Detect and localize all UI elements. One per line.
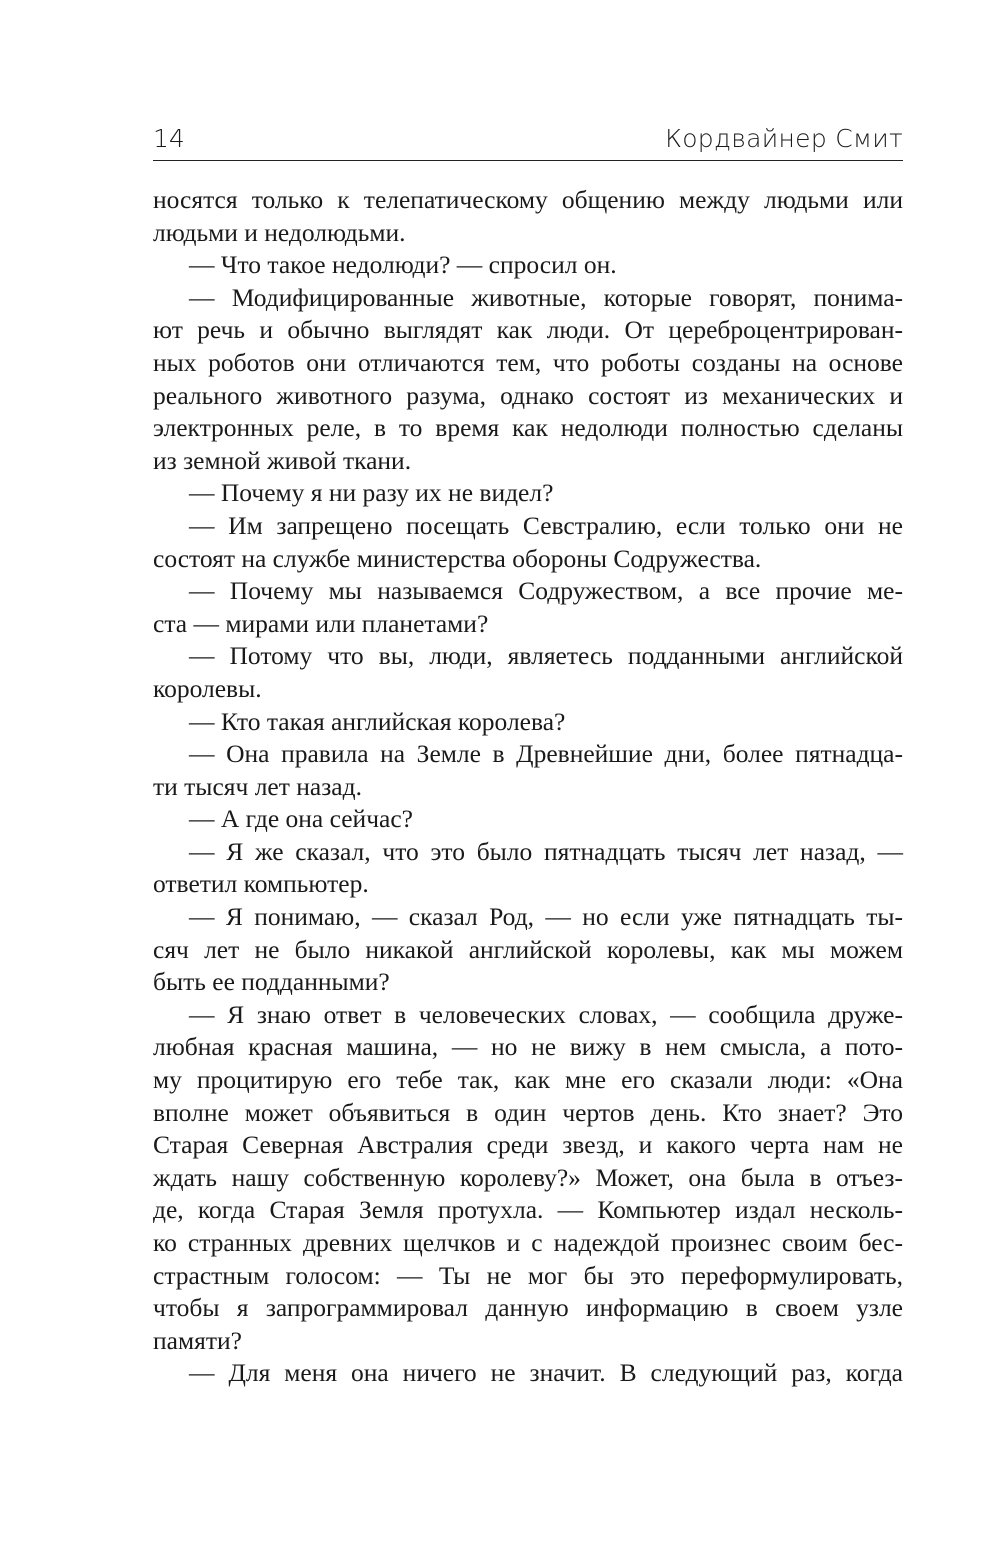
paragraph	[153, 640, 903, 705]
text-line: страстным голосом: — Ты не мог бы это переформулировать,	[153, 1260, 903, 1290]
paragraph	[153, 249, 903, 282]
text-line: де, когда Старая Земля протухла. — Компьютер издал несколь-	[153, 1195, 903, 1225]
text-line: — Она правила на Земле в Древнейшие дни, более пятнадца-	[189, 739, 903, 769]
text-line: состоят на службе министерства обороны Содружества.	[153, 543, 762, 573]
text-line: — Что такое недолюди? — спросил он.	[189, 250, 617, 280]
text-line: королевы.	[153, 673, 262, 703]
text-line: ждать нашу собственную королеву?» Может, она была в отъез-	[153, 1162, 903, 1192]
text-line: сяч лет не было никакой английской королевы, как мы можем	[153, 934, 903, 964]
text-line: — Почему мы называемся Содружеством, а все прочие ме-	[189, 576, 903, 606]
paragraph	[153, 999, 903, 1358]
text-line: ных роботов они отличаются тем, что роботы созданы на основе	[153, 347, 903, 377]
paragraph	[153, 738, 903, 803]
text-line: — Почему я ни разу их не видел?	[189, 478, 554, 508]
paragraph	[153, 184, 903, 249]
text-line: — Кто такая английская королева?	[189, 706, 566, 736]
paragraph	[153, 575, 903, 640]
text-line: людьми и недолюдьми.	[153, 217, 406, 247]
text-line: быть ее подданными?	[153, 967, 390, 997]
text-line: ко странных древних щелчков и с надеждой произнес своим бес-	[153, 1228, 903, 1257]
paragraph	[153, 1357, 903, 1390]
text-line: ют речь и обычно выглядят как люди. От цереброцентрирован-	[153, 315, 903, 345]
text-line: реального животного разума, однако состоят из механических и	[153, 380, 903, 410]
paragraph	[153, 510, 903, 575]
paragraph	[153, 803, 903, 836]
author-name: Кордвайнер Смит	[665, 124, 903, 153]
text-line: — Модифицированные животные, которые говорят, понима-	[189, 282, 903, 312]
page-body-text	[153, 184, 903, 1390]
text-line: — Я знаю ответ в человеческих словах, — сообщила друже-	[189, 999, 903, 1029]
page-number: 14	[153, 124, 185, 153]
text-line: ответил компьютер.	[153, 869, 369, 899]
text-line: носятся только к телепатическому общению между людьми или	[153, 185, 903, 214]
paragraph	[153, 282, 903, 478]
text-line: — Для меня она ничего не значит. В следующий раз, когда	[189, 1358, 903, 1388]
text-line: — Им запрещено посещать Севстралию, если только они не	[189, 510, 903, 540]
text-line: вполне может объявиться в один чертов день. Кто знает? Это	[153, 1097, 903, 1127]
paragraph	[153, 706, 903, 739]
text-line: чтобы я запрограммировал данную информацию в своем узле	[153, 1293, 903, 1323]
paragraph	[153, 477, 903, 510]
text-line: памяти?	[153, 1325, 242, 1355]
text-line: — Я же сказал, что это было пятнадцать тысяч лет назад, —	[189, 836, 903, 866]
text-line: электронных реле, в то время как недолюди полностью сделаны	[153, 413, 903, 443]
text-line: ста — мирами или планетами?	[153, 608, 489, 638]
text-line: Старая Северная Австралия среди звезд, и какого черта нам не	[153, 1130, 903, 1160]
text-line: — Я понимаю, — сказал Род, — но если уже пятнадцать ты-	[189, 902, 903, 932]
paragraph	[153, 901, 903, 999]
running-header	[153, 122, 903, 161]
text-line: любная красная машина, — но не вижу в нем смысла, а пото-	[153, 1032, 903, 1062]
text-line: из земной живой ткани.	[153, 445, 412, 475]
text-line: — Потому что вы, люди, являетесь подданными английской	[189, 641, 903, 671]
text-line: му процитирую его тебе так, как мне его сказали люди: «Она	[153, 1065, 903, 1095]
text-line: — А где она сейчас?	[189, 804, 413, 834]
text-line: ти тысяч лет назад.	[153, 771, 362, 801]
paragraph	[153, 836, 903, 901]
